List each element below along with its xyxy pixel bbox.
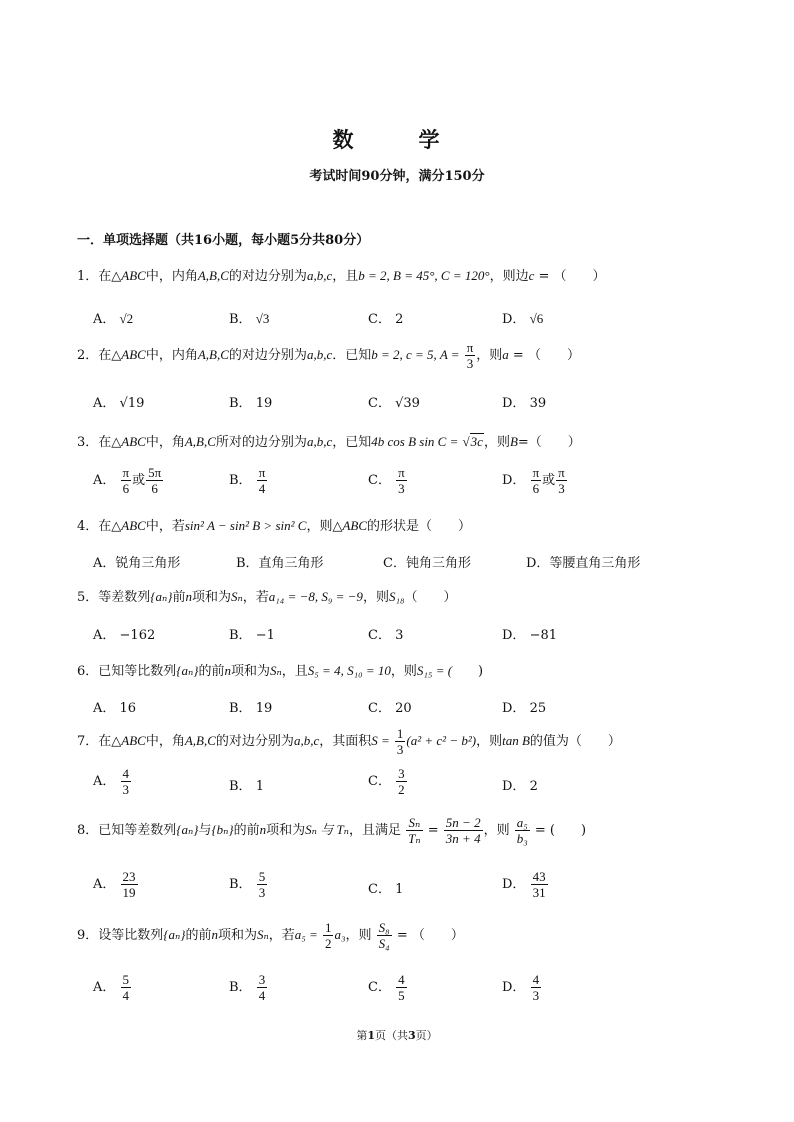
option-label: C． bbox=[368, 473, 391, 488]
q6-target: S₁₅ = ( bbox=[416, 663, 453, 678]
q4-triangle: ABC bbox=[121, 518, 146, 533]
q1-text: 的对边分别为 bbox=[228, 269, 307, 284]
q6-option-a bbox=[93, 697, 136, 716]
q8-option-a bbox=[93, 869, 139, 900]
option-value: 16 bbox=[119, 701, 137, 716]
q1-option-d bbox=[502, 308, 543, 327]
option-value: √39 bbox=[395, 396, 420, 411]
q3-option-b bbox=[229, 465, 268, 496]
q5-sum: Sₙ bbox=[230, 589, 243, 604]
q7-text: ，则 bbox=[476, 734, 503, 749]
denominator: Tₙ bbox=[408, 831, 421, 846]
q8-equals: = bbox=[427, 823, 439, 838]
q2-sides: a,b,c bbox=[306, 347, 333, 362]
option-label: C． bbox=[368, 396, 391, 411]
page-total: 3 bbox=[408, 1029, 416, 1042]
q8-text: ，且满足 bbox=[348, 823, 401, 838]
q5-option-d bbox=[502, 624, 557, 643]
option-fraction bbox=[257, 869, 268, 900]
numerator: 1 bbox=[324, 920, 332, 935]
q7-vars: A,B,C bbox=[184, 733, 216, 748]
q8-fraction-st bbox=[406, 815, 423, 846]
q8-sequence-a: {aₙ} bbox=[176, 822, 199, 837]
q8-sums: Sₙ 与 Tₙ bbox=[305, 822, 349, 837]
option-label: D． bbox=[502, 980, 526, 995]
denominator: 19 bbox=[122, 885, 136, 900]
denominator: 5 bbox=[398, 988, 405, 1003]
q1-sides: a,b,c bbox=[306, 268, 333, 283]
q6-sequence: {aₙ} bbox=[176, 663, 199, 678]
option-label: A． bbox=[93, 980, 116, 995]
q9-text: ，则 bbox=[345, 928, 372, 943]
option-fraction bbox=[257, 465, 268, 496]
q8-fraction-target bbox=[515, 815, 530, 846]
q9-text: 9．设等比数列 bbox=[77, 928, 164, 943]
q8-option-c bbox=[368, 878, 403, 897]
q4-text: 中，若 bbox=[145, 519, 185, 534]
q3-text: ，已知 bbox=[332, 435, 372, 450]
q8-text: ，则 bbox=[483, 823, 510, 838]
denominator: 3 bbox=[466, 356, 474, 371]
q1-condition: b = 2, B = 45°, C = 120° bbox=[358, 268, 490, 283]
q2-option-a bbox=[93, 392, 144, 411]
q7-option-c bbox=[368, 766, 408, 797]
option-fraction bbox=[121, 972, 132, 1003]
q8-sequence-b: {bₙ} bbox=[211, 822, 234, 837]
option-label: B． bbox=[229, 473, 252, 488]
option-value: −81 bbox=[529, 628, 558, 643]
option-label: D． bbox=[502, 628, 526, 643]
q4-option-b: B．直角三角形 bbox=[236, 556, 324, 571]
q7-condition: S = bbox=[371, 733, 390, 748]
q7-text: 的对边分别为 bbox=[215, 734, 294, 749]
q5-option-a bbox=[93, 624, 155, 643]
q9-text: 的前 bbox=[185, 928, 212, 943]
numerator: 4 bbox=[398, 972, 405, 987]
q6-text: ，则 bbox=[390, 664, 417, 679]
q3-text: ，则 bbox=[483, 435, 510, 450]
numerator: 3 bbox=[398, 766, 405, 781]
denominator: 6 bbox=[122, 481, 130, 496]
numerator: π bbox=[398, 465, 405, 480]
option-label: B． bbox=[229, 779, 252, 794]
option-label: D． bbox=[502, 701, 526, 716]
q7-condition: (a² + c² − b²) bbox=[406, 733, 477, 748]
footer-text: 页（共 bbox=[375, 1029, 408, 1042]
q7-fraction bbox=[395, 726, 406, 757]
q6-text: ) bbox=[452, 664, 484, 679]
q9-text: ，若 bbox=[268, 928, 295, 943]
q5-text: ，若 bbox=[242, 590, 269, 605]
option-label: A． bbox=[93, 396, 116, 411]
q1-target: c bbox=[528, 268, 535, 283]
q6-text: ，且 bbox=[281, 664, 308, 679]
numerator: π bbox=[532, 465, 540, 480]
option-value: 20 bbox=[395, 701, 412, 716]
q9-text: = （ ） bbox=[392, 928, 464, 943]
option-label: A． bbox=[93, 628, 116, 643]
q5-text: 项和为 bbox=[191, 590, 231, 605]
denominator: 3 bbox=[558, 481, 565, 496]
q2-text: 2．在△ bbox=[77, 348, 122, 363]
q4-text: 4．在△ bbox=[77, 519, 122, 534]
q2-option-c bbox=[368, 392, 420, 411]
numerator: π bbox=[466, 340, 474, 355]
numerator: 4 bbox=[122, 766, 130, 781]
q9-text: 项和为 bbox=[217, 928, 257, 943]
q8-text: = ( ) bbox=[530, 823, 587, 838]
numerator: Sₙ bbox=[406, 815, 423, 831]
denominator: 4 bbox=[122, 988, 130, 1003]
option-fraction bbox=[257, 972, 268, 1003]
numerator: π bbox=[558, 465, 565, 480]
question-8 bbox=[77, 815, 586, 846]
q3-sides: a,b,c bbox=[306, 434, 333, 449]
option-value: √3 bbox=[255, 311, 270, 326]
option-fraction bbox=[531, 869, 548, 900]
q6-text: 的前 bbox=[198, 664, 225, 679]
q3-vars: A,B,C bbox=[184, 434, 216, 449]
q9-condition: a₅ = bbox=[294, 927, 318, 942]
numerator: 3 bbox=[258, 972, 266, 987]
q8-text: 的前 bbox=[233, 823, 260, 838]
option-value: 1 bbox=[395, 882, 404, 897]
footer-text: 第 bbox=[356, 1029, 368, 1042]
denominator: S₄ bbox=[378, 936, 390, 951]
q9-option-a bbox=[93, 972, 132, 1003]
page-footer bbox=[0, 1027, 794, 1043]
option-label: A． bbox=[93, 877, 116, 892]
option-fraction bbox=[396, 465, 407, 496]
q6-n: n bbox=[224, 663, 231, 678]
option-label: C． bbox=[368, 882, 391, 897]
q5-sequence: {aₙ} bbox=[150, 589, 173, 604]
q9-option-b bbox=[229, 972, 268, 1003]
option-value: 2 bbox=[395, 312, 404, 327]
option-value: 2 bbox=[529, 779, 538, 794]
q1-text: 1．在△ bbox=[77, 269, 122, 284]
q2-text: ，则 bbox=[476, 348, 503, 363]
option-value: 39 bbox=[529, 396, 547, 411]
question-5 bbox=[77, 586, 457, 605]
option-label: B． bbox=[229, 628, 252, 643]
q8-option-b bbox=[229, 869, 268, 900]
q1-triangle: ABC bbox=[121, 268, 146, 283]
option-connector: 或 bbox=[542, 473, 556, 488]
q7-text: ，其面积 bbox=[319, 734, 372, 749]
q4-condition: sin² A − sin² B > sin² C bbox=[184, 518, 307, 533]
q6-text: 6．已知等比数列 bbox=[77, 664, 177, 679]
q3-text: 所对的边分别为 bbox=[215, 435, 307, 450]
q5-condition: a₁₄ = −8, S₉ = −9 bbox=[268, 589, 363, 604]
question-9 bbox=[77, 920, 464, 951]
denominator: 31 bbox=[532, 885, 546, 900]
q2-target: a bbox=[502, 347, 509, 362]
q9-option-c bbox=[368, 972, 408, 1003]
q9-n: n bbox=[211, 927, 218, 942]
q3-option-c bbox=[368, 465, 408, 496]
option-label: A． bbox=[93, 473, 116, 488]
option-label: B． bbox=[229, 980, 252, 995]
denominator: 3 bbox=[396, 742, 404, 757]
q1-vars: A,B,C bbox=[197, 268, 229, 283]
exam-subtitle: 考试时间90分钟，满分150分 bbox=[309, 169, 485, 184]
q3-target: B bbox=[509, 434, 518, 449]
option-fraction bbox=[531, 465, 542, 496]
option-label: C． bbox=[368, 628, 391, 643]
q8-text: 8．已知等差数列 bbox=[77, 823, 177, 838]
q4-option-c: C．钝角三角形 bbox=[383, 556, 471, 571]
option-label: C． bbox=[368, 312, 391, 327]
option-fraction bbox=[396, 972, 407, 1003]
q9-fraction bbox=[323, 920, 334, 951]
q3-option-d bbox=[502, 465, 568, 496]
numerator: 5n − 2 bbox=[445, 815, 481, 830]
denominator: 6 bbox=[532, 481, 540, 496]
q2-option-d bbox=[502, 392, 546, 411]
numerator: 43 bbox=[532, 869, 546, 884]
q6-option-b bbox=[229, 697, 272, 716]
q3-text: 中，角 bbox=[145, 435, 185, 450]
question-2 bbox=[77, 340, 580, 371]
q4-text: ，则△ bbox=[306, 519, 343, 534]
denominator: 3 bbox=[122, 782, 130, 797]
q1-text: ，则边 bbox=[489, 269, 529, 284]
page-number: 1 bbox=[367, 1029, 375, 1042]
numerator: a₅ bbox=[516, 815, 528, 830]
q5-target: S₁₈ bbox=[388, 589, 405, 604]
q4-triangle: ABC bbox=[342, 518, 368, 533]
option-label: B． bbox=[229, 312, 252, 327]
q7-triangle: ABC bbox=[121, 733, 146, 748]
q1-text: = （ ） bbox=[534, 269, 606, 284]
q4-option-a: A．锐角三角形 bbox=[93, 556, 181, 571]
q1-option-b bbox=[229, 308, 269, 327]
question-3 bbox=[77, 431, 581, 450]
q7-text: 中，角 bbox=[145, 734, 185, 749]
option-value: 3 bbox=[395, 628, 404, 643]
q5-n: n bbox=[185, 589, 192, 604]
option-label: D． bbox=[502, 312, 526, 327]
section-heading: 一．单项选择题（共16小题，每小题5分共80分） bbox=[77, 233, 370, 248]
option-label: B． bbox=[229, 701, 252, 716]
option-label: D． bbox=[502, 779, 526, 794]
q6-sum: Sₙ bbox=[269, 663, 282, 678]
option-value: −162 bbox=[119, 628, 156, 643]
denominator: 2 bbox=[398, 782, 405, 797]
option-value: 19 bbox=[255, 396, 273, 411]
option-fraction bbox=[121, 465, 132, 496]
question-6 bbox=[77, 660, 483, 679]
numerator: S₈ bbox=[378, 920, 390, 935]
option-fraction bbox=[146, 465, 163, 496]
q4-text: 的形状是（ ） bbox=[367, 519, 472, 534]
option-label: A． bbox=[93, 312, 116, 327]
q9-sequence: {aₙ} bbox=[163, 927, 186, 942]
q5-text: （ ） bbox=[404, 590, 457, 605]
q2-text: = （ ） bbox=[508, 348, 580, 363]
q3-text: =（ ） bbox=[517, 435, 581, 450]
option-fraction bbox=[121, 869, 138, 900]
option-fraction bbox=[121, 766, 132, 797]
q6-text: 项和为 bbox=[230, 664, 270, 679]
q9-fraction-target bbox=[377, 920, 392, 951]
q9-option-d bbox=[502, 972, 542, 1003]
option-value: 25 bbox=[529, 701, 547, 716]
q9-sum: Sₙ bbox=[256, 927, 269, 942]
denominator: 6 bbox=[151, 481, 158, 496]
numerator: 5 bbox=[122, 972, 130, 987]
q8-text: 与 bbox=[198, 823, 212, 838]
denominator: 4 bbox=[258, 481, 266, 496]
q8-n: n bbox=[259, 822, 267, 837]
q2-text: 中，内角 bbox=[145, 348, 198, 363]
numerator: 4 bbox=[532, 972, 540, 987]
option-label: C． bbox=[368, 774, 391, 789]
q2-vars: A,B,C bbox=[197, 347, 229, 362]
q5-option-c bbox=[368, 624, 403, 643]
option-value: √6 bbox=[529, 311, 544, 326]
q7-option-a bbox=[93, 766, 132, 797]
denominator: 3n + 4 bbox=[445, 831, 481, 846]
option-fraction bbox=[396, 766, 407, 797]
option-label: C． bbox=[368, 701, 391, 716]
numerator: 5π bbox=[148, 465, 162, 480]
q6-option-d bbox=[502, 697, 546, 716]
q3-text: 3．在△ bbox=[77, 435, 122, 450]
q1-text: 中，内角 bbox=[145, 269, 198, 284]
option-label: B． bbox=[229, 396, 252, 411]
question-4 bbox=[77, 515, 471, 534]
q1-text: ，且 bbox=[332, 269, 359, 284]
q5-text: ，则 bbox=[362, 590, 389, 605]
q6-condition: S₅ = 4, S₁₀ = 10 bbox=[307, 663, 391, 678]
option-value: √19 bbox=[119, 396, 145, 411]
question-7 bbox=[77, 726, 621, 757]
q7-text: 的值为（ ） bbox=[529, 734, 621, 749]
q2-triangle: ABC bbox=[121, 347, 146, 362]
option-label: D． bbox=[502, 877, 526, 892]
q3-option-a bbox=[93, 465, 164, 496]
q3-triangle: ABC bbox=[121, 434, 146, 449]
numerator: 23 bbox=[122, 869, 136, 884]
option-fraction bbox=[531, 972, 542, 1003]
q8-text: 项和为 bbox=[266, 823, 306, 838]
q2-text: 的对边分别为 bbox=[228, 348, 307, 363]
denominator: 4 bbox=[258, 988, 266, 1003]
q4-option-d: D．等腰直角三角形 bbox=[526, 556, 641, 571]
q6-option-c bbox=[368, 697, 412, 716]
numerator: 1 bbox=[396, 726, 404, 741]
option-value: √2 bbox=[119, 311, 134, 326]
q7-target: tan B bbox=[502, 733, 530, 748]
denominator: 3 bbox=[258, 885, 266, 900]
page-title: 数 学 bbox=[332, 127, 462, 152]
q7-text: 7．在△ bbox=[77, 734, 122, 749]
footer-text: 页） bbox=[415, 1029, 438, 1042]
option-label: C． bbox=[368, 980, 391, 995]
q7-option-d bbox=[502, 775, 538, 794]
numerator: π bbox=[122, 465, 130, 480]
option-label: B． bbox=[229, 877, 252, 892]
q2-option-b bbox=[229, 392, 272, 411]
denominator: 3 bbox=[398, 481, 405, 496]
option-value: −1 bbox=[255, 628, 275, 643]
q2-fraction bbox=[465, 340, 476, 371]
option-label: D． bbox=[502, 396, 526, 411]
q3-sqrt: √3c bbox=[462, 434, 483, 449]
question-1 bbox=[77, 265, 606, 284]
option-label: A． bbox=[93, 774, 116, 789]
q2-text: ．已知 bbox=[332, 348, 372, 363]
option-value: 1 bbox=[255, 779, 264, 794]
q5-text: 5．等差数列 bbox=[77, 590, 151, 605]
q2-condition: b = 2, c = 5, A = bbox=[371, 347, 460, 362]
q7-sides: a,b,c bbox=[293, 733, 320, 748]
denominator: 3 bbox=[532, 988, 540, 1003]
q5-option-b bbox=[229, 624, 275, 643]
q7-option-b bbox=[229, 775, 264, 794]
option-label: D． bbox=[502, 473, 526, 488]
q9-condition: a₃ bbox=[334, 927, 346, 942]
option-label: A． bbox=[93, 701, 116, 716]
option-connector: 或 bbox=[132, 473, 146, 488]
numerator: 5 bbox=[258, 869, 266, 884]
option-fraction bbox=[556, 465, 567, 496]
q8-option-d bbox=[502, 869, 549, 900]
q5-text: 前 bbox=[172, 590, 186, 605]
option-value: 19 bbox=[255, 701, 273, 716]
numerator: π bbox=[258, 465, 266, 480]
q3-radicand: 3c bbox=[470, 434, 483, 449]
denominator: 2 bbox=[324, 936, 332, 951]
q1-option-a bbox=[93, 308, 133, 327]
q8-fraction-rhs bbox=[444, 815, 483, 846]
q3-condition: 4b cos B sin C = bbox=[371, 434, 459, 449]
q1-option-c bbox=[368, 308, 403, 327]
denominator: b₃ bbox=[516, 831, 528, 846]
